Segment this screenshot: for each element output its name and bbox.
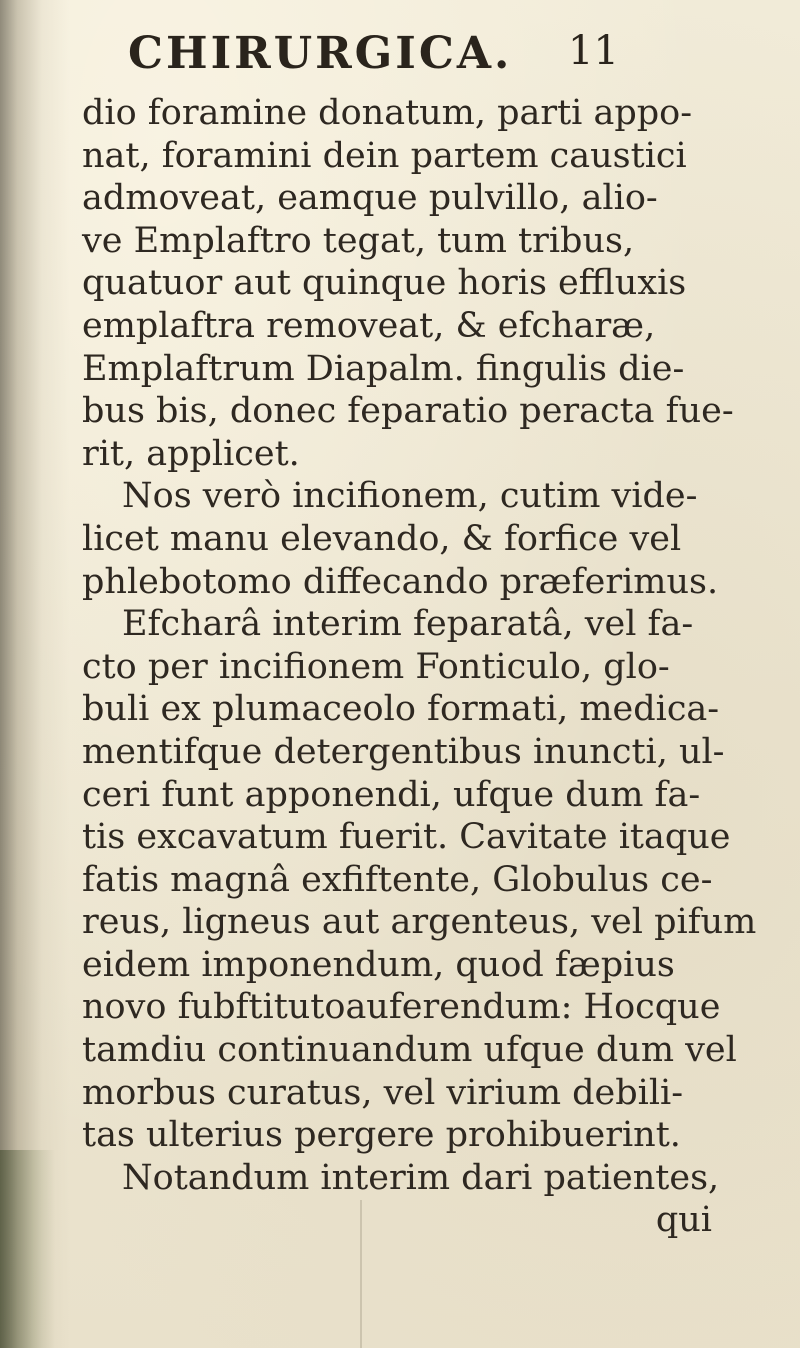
- text-line: buli ex plumaceolo formati, medica-: [82, 689, 720, 730]
- text-line: emplaftra removeat, & efcharæ,: [82, 305, 656, 346]
- paragraph-start-line: Efcharâ interim feparatâ, vel fa-: [122, 604, 694, 645]
- text-line: tamdiu continuandum ufque dum vel: [82, 1030, 737, 1071]
- text-line: mentifque detergentibus inuncti, ul-: [82, 731, 725, 772]
- text-line: novo fubftitutoauferendum: Hocque: [82, 987, 721, 1028]
- body-text: [82, 92, 757, 1242]
- text-line: dio foramine donatum, parti appo-: [82, 93, 693, 133]
- page-gutter-shadow: [0, 0, 70, 1348]
- text-line: eidem imponendum, quod fæpius: [82, 944, 675, 985]
- text-line: phlebotomo diffecando præferimus.: [82, 561, 719, 602]
- page-header: [128, 28, 648, 88]
- text-line: Emplaftrum Diapalm. fingulis die-: [82, 348, 685, 389]
- paragraph-start-line: Notandum interim dari patientes,: [122, 1157, 720, 1198]
- catchword: qui: [655, 1200, 712, 1241]
- text-line: cto per incifionem Fonticulo, glo-: [82, 646, 670, 687]
- text-line: ve Emplaftro tegat, tum tribus,: [82, 220, 635, 261]
- text-line: admoveat, eamque pulvillo, alio-: [82, 178, 658, 219]
- text-line: tis excavatum fuerit. Cavitate itaque: [82, 817, 731, 858]
- text-line: ceri funt apponendi, ufque dum fa-: [82, 774, 701, 815]
- paragraph-start-line: Nos verò incifionem, cutim vide-: [122, 476, 698, 517]
- page-edge-stain: [0, 1150, 55, 1348]
- text-line: nat, foramini dein partem caustici: [82, 135, 687, 176]
- page-number: 11: [568, 28, 619, 74]
- text-line: quatuor aut quinque horis effluxis: [82, 263, 687, 304]
- text-line: rit, applicet.: [82, 433, 300, 474]
- text-line: bus bis, donec feparatio peracta fue-: [82, 391, 734, 432]
- text-line: morbus curatus, vel virium debili-: [82, 1072, 684, 1113]
- text-line: licet manu elevando, & forfice vel: [82, 518, 682, 559]
- text-line: tas ulterius pergere prohibuerint.: [82, 1115, 681, 1156]
- running-head: CHIRURGICA.: [128, 28, 513, 79]
- text-line: reus, ligneus aut argenteus, vel pifum: [82, 902, 757, 943]
- text-line: fatis magnâ exfiftente, Globulus ce-: [82, 859, 713, 900]
- paper-crease: [360, 1200, 362, 1348]
